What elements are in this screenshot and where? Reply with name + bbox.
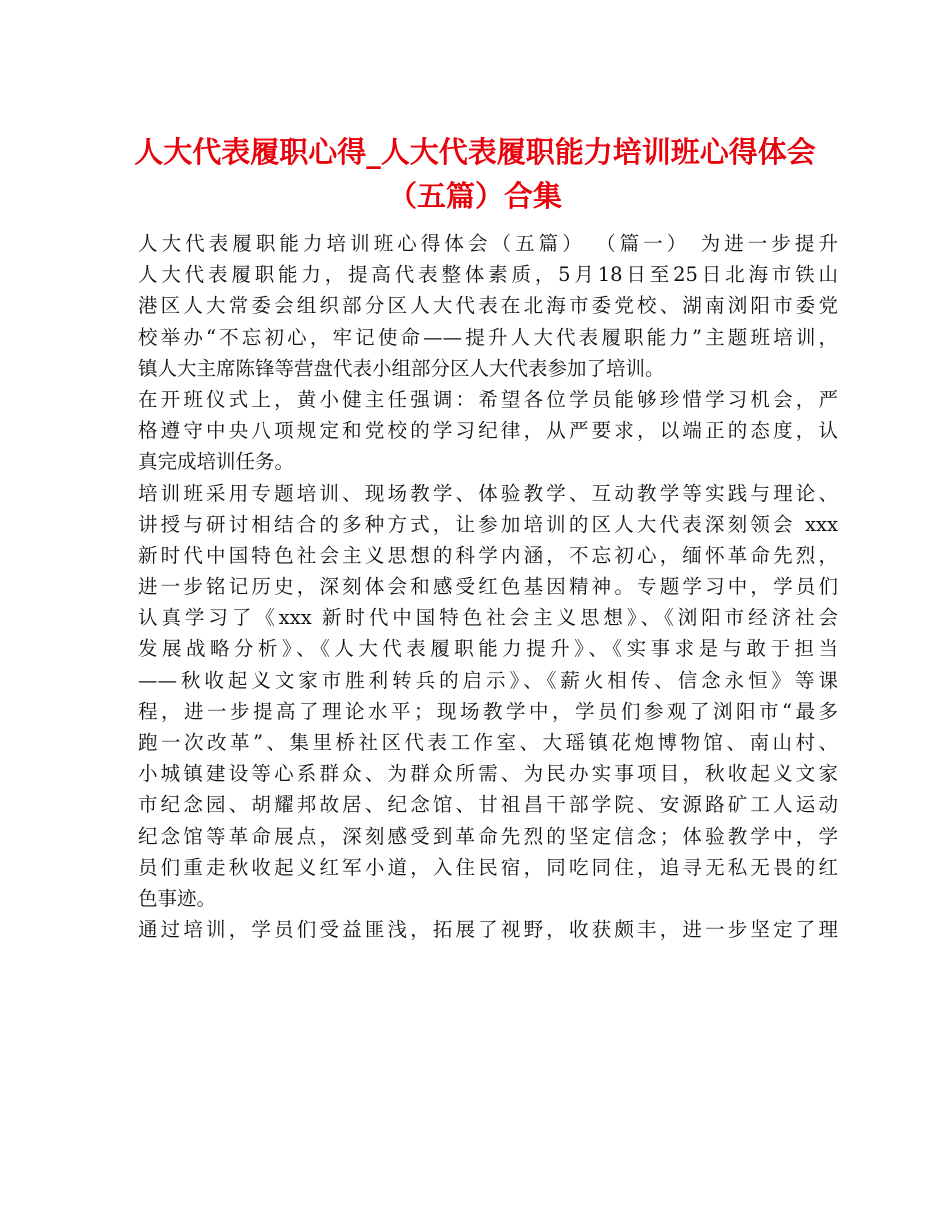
- body-line: 程，进一步提高了理论水平；现场教学中，学员们参观了浏阳市“最多: [138, 699, 838, 723]
- body-line: 纪念馆等革命展点，深刻感受到革命先烈的坚定信念；体验教学中，学: [138, 824, 838, 848]
- body-line: 通过培训，学员们受益匪浅，拓展了视野，收获颇丰，进一步坚定了理: [138, 918, 838, 942]
- document-title-line-2: （五篇）合集: [387, 179, 562, 213]
- body-line: 校举办“不忘初心，牢记使命——提升人大代表履职能力”主题班培训，: [138, 325, 838, 349]
- body-line: 在开班仪式上，黄小健主任强调：希望各位学员能够珍惜学习机会，严: [138, 387, 838, 411]
- document-body: [138, 228, 838, 945]
- body-line: 市纪念园、胡耀邦故居、纪念馆、甘祖昌干部学院、安源路矿工人运动: [138, 793, 838, 817]
- body-line: ——秋收起义文家市胜利转兵的启示》、《薪火相传、信念永恒》等课: [138, 668, 838, 692]
- body-line: 真完成培训任务。: [138, 450, 295, 474]
- body-line: 跑一次改革”、集里桥社区代表工作室、大瑶镇花炮博物馆、南山村、: [138, 731, 838, 754]
- body-line: 进一步铭记历史，深刻体会和感受红色基因精神。专题学习中，学员们: [138, 575, 838, 599]
- body-line: 格遵守中央八项规定和党校的学习纪律，从严要求，以端正的态度，认: [138, 419, 838, 443]
- body-line: 港区人大常委会组织部分区人大代表在北海市委党校、湖南浏阳市委党: [138, 294, 838, 318]
- body-line: 色事迹。: [138, 886, 217, 910]
- document-title-line-1: 人大代表履职心得_人大代表履职能力培训班心得体会: [134, 135, 816, 169]
- body-line: 人大代表履职能力，提高代表整体素质，5月18日至25日北海市铁山: [138, 263, 838, 287]
- body-line: 人大代表履职能力培训班心得体会（五篇） （篇一） 为进一步提升: [138, 232, 838, 255]
- body-line: 讲授与研讨相结合的多种方式，让参加培训的区人大代表深刻领会 xxx: [138, 512, 838, 536]
- body-line: 认真学习了《xxx 新时代中国特色社会主义思想》、《浏阳市经济社会: [138, 606, 838, 630]
- body-line: 镇人大主席陈锋等营盘代表小组部分区人大代表参加了培训。: [138, 356, 665, 380]
- body-line: 员们重走秋收起义红军小道，入住民宿，同吃同住，追寻无私无畏的红: [138, 855, 838, 879]
- body-line: 发展战略分析》、《人大代表履职能力提升》、《实事求是与敢于担当: [138, 637, 838, 661]
- body-line: 新时代中国特色社会主义思想的科学内涵，不忘初心，缅怀革命先烈，: [138, 543, 838, 567]
- body-line: 培训班采用专题培训、现场教学、体验教学、互动教学等实践与理论、: [138, 481, 838, 505]
- body-line: 小城镇建设等心系群众、为群众所需、为民办实事项目，秋收起义文家: [138, 762, 838, 786]
